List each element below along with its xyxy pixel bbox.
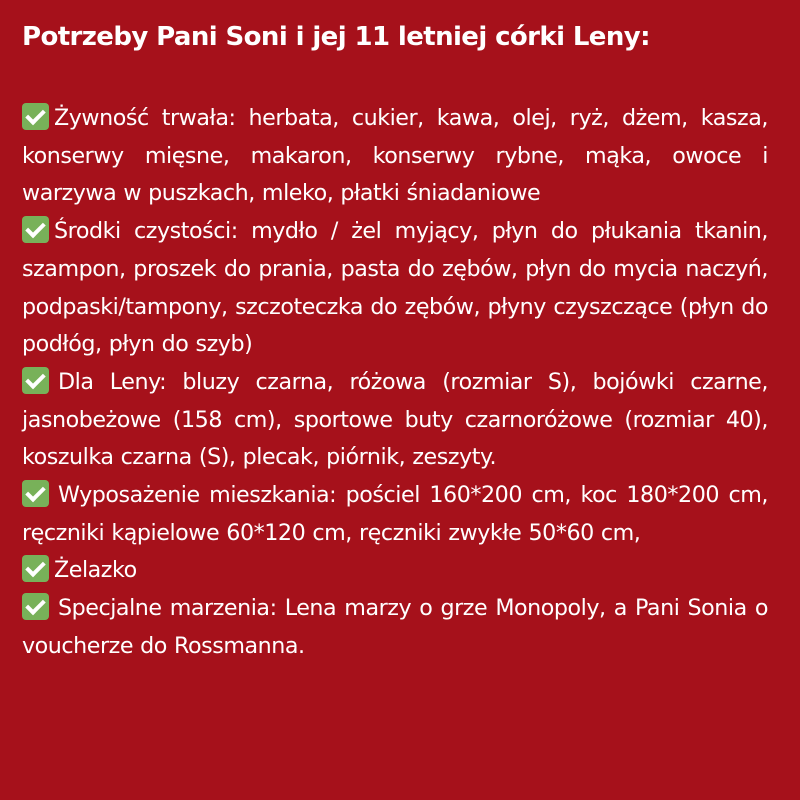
page-title: Potrzeby Pani Soni i jej 11 letniej córki Leny: xyxy=(22,22,650,52)
check-mark-button-icon xyxy=(22,480,49,507)
list-item-text: Żywność trwała: herbata, cukier, kawa, olej, ryż, dżem, kasza, konserwy mięsne, makaron, konserwy rybne, mąka, owoce i warzywa w puszkach, mleko, płatki śniadaniowe xyxy=(22,105,768,207)
list-item-text: Środki czystości: mydło / żel myjący, płyn do płukania tkanin, szampon, proszek do prania, pasta do zębów, płyn do mycia naczyń, podpaski/tampony, szczoteczka do zębów, płyny czyszczące (płyn do podłóg, płyn do szyb) xyxy=(22,218,768,358)
check-mark-button-icon xyxy=(22,103,49,130)
list-item-text: Specjalne marzenia: Lena marzy o grze Monopoly, a Pani Sonia o voucherze do Rossmanna. xyxy=(22,595,768,659)
check-mark-button-icon xyxy=(22,216,49,243)
check-mark-button-icon xyxy=(22,593,49,620)
list-item-text: Dla Leny: bluzy czarna, różowa (rozmiar S), bojówki czarne, jasnobeżowe (158 cm), sportowe buty czarnoróżowe (rozmiar 40), koszulka czarna (S), plecak, piórnik, zeszyty. xyxy=(22,368,768,471)
list-item-text: Żelazko xyxy=(54,557,137,584)
check-mark-button-icon xyxy=(22,367,49,394)
list-item-text: Wyposażenie mieszkania: pościel 160*200 cm, koc 180*200 cm, ręczniki kąpielowe 60*120 cm, ręczniki zwykłe 50*60 cm, xyxy=(22,482,768,546)
check-mark-button-icon xyxy=(22,555,49,582)
list-item-home-equipment xyxy=(22,477,768,552)
list-item-cleaning xyxy=(22,213,768,364)
list-item-clothes xyxy=(22,364,768,477)
needs-list xyxy=(22,100,768,666)
list-item-iron xyxy=(22,552,768,590)
list-item-food xyxy=(22,100,768,213)
list-item-special-dreams xyxy=(22,590,768,665)
